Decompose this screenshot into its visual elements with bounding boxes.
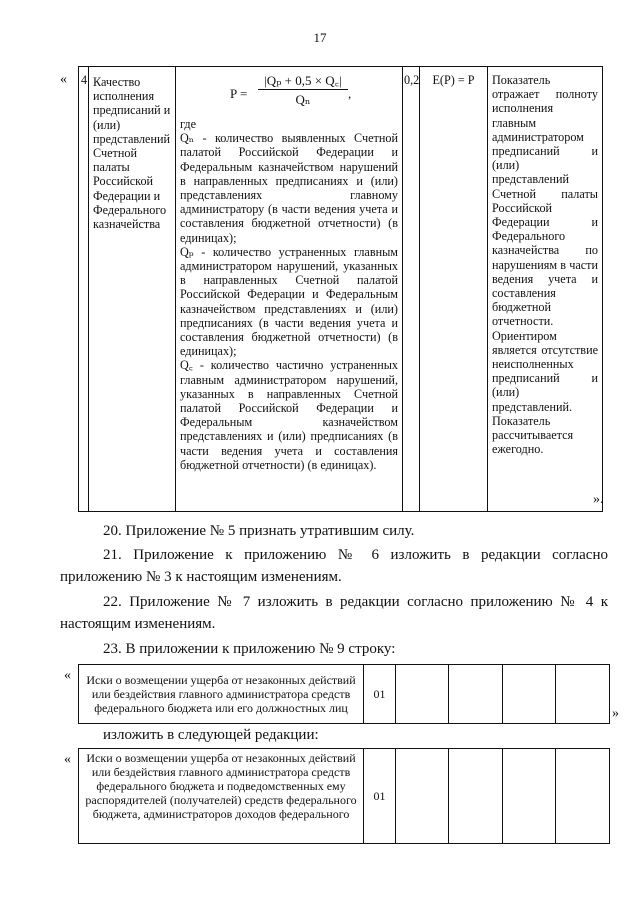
indicator-name: Качество исполнения предписаний и (или) представлений Счетной палаты Российской Федерации и Федерального казначейства: [89, 67, 176, 512]
formula: [180, 71, 398, 117]
empty-cell: [556, 749, 610, 844]
paragraph-23: 23. В приложении к приложению № 9 строку:: [103, 641, 396, 657]
table-row: [79, 67, 603, 512]
empty-cell: [395, 749, 449, 844]
new-row-code: 01: [364, 749, 396, 844]
indicator-table: [78, 66, 603, 512]
definition-qp: Qₚ - количество устраненных главным администратором нарушений, указанных в направленных Счетной палатой Российской Федерации и Федеральным казначейством представлениях и (или) предписаниях (в части ведения учета и составления бюджетной отчетности) (в единицах);: [180, 244, 398, 359]
definition-qn: Qₙ - количество выявленных Счетной палатой Российской Федерации и Федеральным казначейством нарушений в направленных предписаниях и (или) представлениях главному администратору (в части ведения учета и составления бюджетной отчетности) (в единицах);: [180, 131, 398, 245]
new-row-table: [78, 748, 610, 844]
table-row: [79, 749, 610, 844]
empty-cell: [449, 749, 503, 844]
table-row: [79, 665, 610, 724]
old-row-text: Иски о возмещении ущерба от незаконных действий или бездействия главного администратора средств федерального бюджета или его должностных лиц: [79, 665, 364, 724]
empty-cell: [449, 665, 503, 724]
paragraph-21: 21. Приложение к приложению № 6 изложить в редакции согласно приложению № 3 к настоящим изменениям.: [60, 547, 608, 585]
empty-cell: [395, 665, 449, 724]
close-quote-old-row: »: [612, 706, 619, 721]
formula-lhs: P =: [230, 86, 248, 101]
old-row-code: 01: [364, 665, 396, 724]
open-quote-old-row: «: [64, 668, 71, 683]
close-quote: ».: [593, 492, 604, 507]
indicator-formula-cell: [176, 67, 403, 512]
indicator-evaluation: E(P) = P: [420, 67, 488, 512]
indicator-number: 4: [79, 67, 89, 512]
empty-cell: [502, 749, 556, 844]
formula-comma: ,: [348, 86, 352, 101]
empty-cell: [556, 665, 610, 724]
new-row-text: Иски о возмещении ущерба от незаконных действий или бездействия главного администратора средств федерального бюджета и подведомственных ему распорядителей (получателей) средств федерального бюджета, администраторов доходов федерального: [79, 749, 364, 844]
empty-cell: [502, 665, 556, 724]
paragraph-20: 20. Приложение № 5 признать утратившим силу.: [103, 523, 415, 539]
formula-denominator: Qₙ: [295, 92, 311, 107]
new-edition-label: изложить в следующей редакции:: [103, 727, 319, 743]
open-quote: «: [60, 72, 67, 87]
definition-qc: Q꜀ - количество частично устраненных главным администратором нарушений, указанных в направленных Счетной палатой Российской Федерации и Федеральным казначейством представлениях и (или) предписаниях (в части ведения учета и составления бюджетной отчетности) (в единицах).: [180, 358, 398, 472]
open-quote-new-row: «: [64, 752, 71, 767]
old-row-table: [78, 664, 610, 724]
where-label: где: [180, 117, 197, 131]
indicator-description: Показатель отражает полноту исполнения главным администратором предписаний и (или) представлений Счетной палаты Российской Федерации и Федерального казначейства по нарушениям в части ведения учета и составления бюджетной отчетности. Ориентиром является отсутствие неисполненных предписаний и (или) представлений. Показатель рассчитывается ежегодно.: [488, 67, 603, 512]
indicator-weight: 0,2: [403, 67, 420, 512]
formula-numerator: |Qₚ + 0,5 × Q꜀|: [258, 74, 348, 90]
paragraph-22: 22. Приложение № 7 изложить в редакции согласно приложению № 4 к настоящим изменениям.: [60, 594, 608, 632]
page-number: 17: [313, 30, 327, 45]
